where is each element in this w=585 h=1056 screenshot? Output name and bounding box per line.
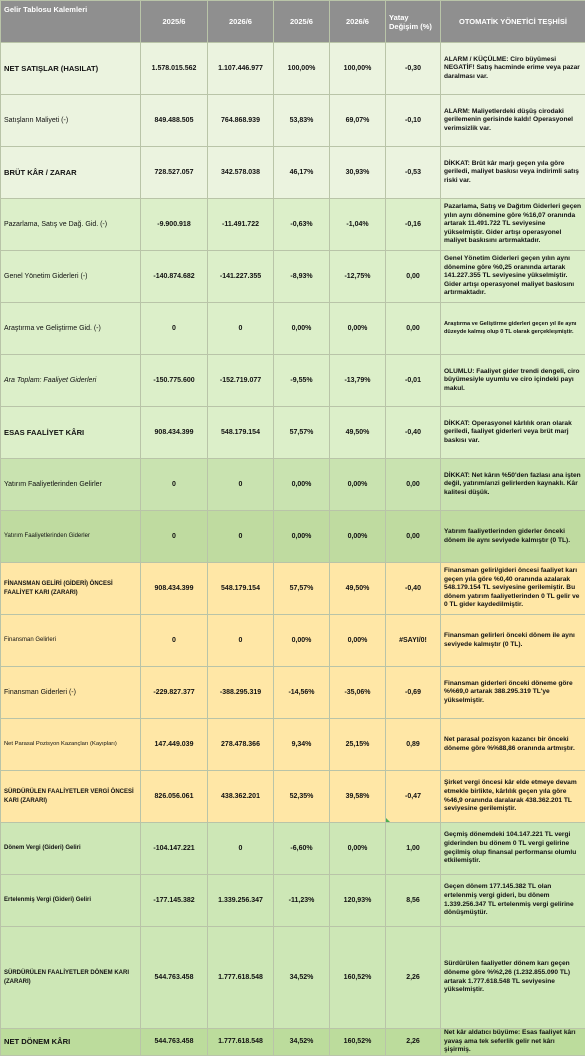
table-row xyxy=(1,771,585,823)
horizontal-change[interactable]: 0,00 xyxy=(386,511,441,563)
header-row xyxy=(1,1,585,43)
row-label[interactable]: NET SATIŞLAR (HASILAT) xyxy=(1,43,141,95)
diagnosis-note[interactable]: Finansman gelirleri önceki dönem ile aynı seviyede kalmıştır (0 TL). xyxy=(441,615,585,667)
value-2025[interactable]: 849.488.505 xyxy=(141,95,208,147)
value-2026[interactable]: 0 xyxy=(208,615,274,667)
diagnosis-note[interactable]: ALARM: Maliyetlerdeki düşüş cirodaki gerilemenin gerisinde kaldı! Operasyonel verimsizlik var. xyxy=(441,95,585,147)
value-2026[interactable]: 0 xyxy=(208,511,274,563)
row-label[interactable]: Dönem Vergi (Gideri) Geliri xyxy=(1,823,141,875)
value-2026[interactable]: -141.227.355 xyxy=(208,251,274,303)
table-row xyxy=(1,563,585,615)
horizontal-change[interactable]: 2,26 xyxy=(386,1029,441,1056)
table-row xyxy=(1,1029,585,1056)
diagnosis-note[interactable]: Finansman geliri/gideri öncesi faaliyet karı geçen yıla göre %0,40 oranında azalarak 548.179.154 TL seviyesine gerilemiştir. Bu dönem yatırım faaliyetlerinden 0 TL gelir ve 0 TL gider kaydedilmiştir. xyxy=(441,563,585,615)
row-label[interactable]: Yatırım Faaliyetlerinden Gelirler xyxy=(1,459,141,511)
row-label[interactable]: Yatırım Faaliyetlerinden Giderler xyxy=(1,511,141,563)
diagnosis-note[interactable]: Net parasal pozisyon kazancı bir önceki döneme göre %%88,86 oranında artmıştır. xyxy=(441,719,585,771)
percent-2026[interactable]: 49,50% xyxy=(330,563,386,615)
value-2025[interactable]: 0 xyxy=(141,615,208,667)
table-row xyxy=(1,667,585,719)
value-2025[interactable]: 0 xyxy=(141,511,208,563)
diagnosis-note[interactable]: DİKKAT: Brüt kâr marjı geçen yıla göre geriledi, maliyet baskısı veya indirimli satış riski var. xyxy=(441,147,585,199)
value-2026[interactable]: 1.777.618.548 xyxy=(208,927,274,1029)
percent-2026[interactable]: 0,00% xyxy=(330,823,386,875)
table-row xyxy=(1,459,585,511)
value-2025[interactable]: 728.527.057 xyxy=(141,147,208,199)
header-2026-percent[interactable]: 2026/6 xyxy=(330,1,386,43)
diagnosis-note[interactable]: Geçen dönem 177.145.382 TL olan ertelenmiş vergi gideri, bu dönem 1.339.256.347 TL ertelenmiş vergi gelirine dönüşmüştür. xyxy=(441,875,585,927)
diagnosis-note[interactable]: Finansman giderleri önceki döneme göre %%69,0 artarak 388.295.319 TL'ye yükselmiştir. xyxy=(441,667,585,719)
value-2026[interactable]: 342.578.038 xyxy=(208,147,274,199)
percent-2025[interactable]: 0,00% xyxy=(274,303,330,355)
value-2026[interactable]: 278.478.366 xyxy=(208,719,274,771)
horizontal-change[interactable]: -0,53 xyxy=(386,147,441,199)
value-2025[interactable]: 544.763.458 xyxy=(141,1029,208,1056)
header-2026-value[interactable]: 2026/6 xyxy=(208,1,274,43)
table-row xyxy=(1,147,585,199)
value-2025[interactable]: 908.434.399 xyxy=(141,563,208,615)
header-horizontal-change[interactable]: Yatay Değişim (%) xyxy=(386,1,441,43)
header-item[interactable]: Gelir Tablosu Kalemleri xyxy=(1,1,141,43)
percent-2025[interactable]: -6,60% xyxy=(274,823,330,875)
table-row xyxy=(1,43,585,95)
diagnosis-note[interactable]: ALARM / KÜÇÜLME: Ciro büyümesi NEGATİF! Satış hacminde erime veya pazar daralması var. xyxy=(441,43,585,95)
percent-2025[interactable]: -8,93% xyxy=(274,251,330,303)
diagnosis-note[interactable]: Şirket vergi öncesi kâr elde etmeye devam etmekle birlikte, kârlılık geçen yıla göre %46,9 oranında daralarak 438.362.201 TL seviyesine gerilemiştir. xyxy=(441,771,585,823)
percent-2025[interactable]: 0,00% xyxy=(274,615,330,667)
percent-2026[interactable]: 0,00% xyxy=(330,303,386,355)
value-2026[interactable]: 0 xyxy=(208,823,274,875)
table-row xyxy=(1,303,585,355)
value-2025[interactable]: -150.775.600 xyxy=(141,355,208,407)
diagnosis-note[interactable]: Pazarlama, Satış ve Dağıtım Giderleri geçen yılın aynı dönemine göre %16,07 oranında artarak 11.491.722 TL seviyesine yükselmiştir. Gider artışı operasyonel maliyet baskısını artırmaktadır. xyxy=(441,199,585,251)
percent-2026[interactable]: 160,52% xyxy=(330,927,386,1029)
percent-2026[interactable]: -1,04% xyxy=(330,199,386,251)
value-2026[interactable]: 548.179.154 xyxy=(208,407,274,459)
diagnosis-note[interactable]: DİKKAT: Net kârın %50'den fazlası ana işten değil, yatırım/arızi gelirlerden kaynaklı. Kâr kalitesi düşük. xyxy=(441,459,585,511)
table-row xyxy=(1,407,585,459)
row-label[interactable]: Genel Yönetim Giderleri (-) xyxy=(1,251,141,303)
percent-2025[interactable]: -9,55% xyxy=(274,355,330,407)
row-label[interactable]: Satışların Maliyeti (-) xyxy=(1,95,141,147)
header-2025-percent[interactable]: 2025/6 xyxy=(274,1,330,43)
header-2025-value[interactable]: 2025/6 xyxy=(141,1,208,43)
percent-2025[interactable]: 52,35% xyxy=(274,771,330,823)
horizontal-change[interactable]: -0,30 xyxy=(386,43,441,95)
value-2025[interactable]: 147.449.039 xyxy=(141,719,208,771)
percent-2026[interactable]: -13,79% xyxy=(330,355,386,407)
table-row xyxy=(1,615,585,667)
percent-2026[interactable]: 0,00% xyxy=(330,511,386,563)
value-2025[interactable]: 544.763.458 xyxy=(141,927,208,1029)
header-manager-diagnosis[interactable]: OTOMATİK YÖNETİCİ TEŞHİSİ xyxy=(441,1,585,43)
value-2026[interactable]: 764.868.939 xyxy=(208,95,274,147)
row-label[interactable]: SÜRDÜRÜLEN FAALİYETLER VERGİ ÖNCESİ KARI (ZARARI) xyxy=(1,771,141,823)
row-label[interactable]: Pazarlama, Satış ve Dağ. Gid. (-) xyxy=(1,199,141,251)
horizontal-change[interactable]: 1,00 xyxy=(386,823,441,875)
row-label[interactable]: NET DÖNEM KÂRI xyxy=(1,1029,141,1056)
horizontal-change[interactable]: -0,69 xyxy=(386,667,441,719)
horizontal-change[interactable]: 0,00 xyxy=(386,303,441,355)
percent-2025[interactable]: 0,00% xyxy=(274,511,330,563)
table-row xyxy=(1,251,585,303)
value-2025[interactable]: -229.827.377 xyxy=(141,667,208,719)
horizontal-change[interactable]: -0,40 xyxy=(386,563,441,615)
horizontal-change[interactable]: 0,00 xyxy=(386,459,441,511)
value-2026[interactable]: -152.719.077 xyxy=(208,355,274,407)
diagnosis-note[interactable]: Yatırım faaliyetlerinden giderler önceki dönem ile aynı seviyede kalmıştır (0 TL). xyxy=(441,511,585,563)
percent-2026[interactable]: 25,15% xyxy=(330,719,386,771)
percent-2026[interactable]: 0,00% xyxy=(330,459,386,511)
row-label[interactable]: Araştırma ve Geliştirme Gid. (-) xyxy=(1,303,141,355)
table-row xyxy=(1,719,585,771)
horizontal-change[interactable]: 0,89 xyxy=(386,719,441,771)
percent-2025[interactable]: 46,17% xyxy=(274,147,330,199)
value-2025[interactable]: 1.578.015.562 xyxy=(141,43,208,95)
diagnosis-note[interactable]: Genel Yönetim Giderleri geçen yılın aynı dönemine göre %0,25 oranında artarak 141.227.355 TL seviyesine yükselmiştir. Gider artışı operasyonel maliyet baskısını artırmaktadır. xyxy=(441,251,585,303)
horizontal-change[interactable]: #SAYI/0! xyxy=(386,615,441,667)
value-2026[interactable]: -388.295.319 xyxy=(208,667,274,719)
percent-2025[interactable]: 53,83% xyxy=(274,95,330,147)
row-label[interactable]: Net Parasal Pozisyon Kazançları (Kayıpları) xyxy=(1,719,141,771)
horizontal-change[interactable]: -0,16 xyxy=(386,199,441,251)
diagnosis-note[interactable]: Sürdürülen faaliyetler dönem karı geçen döneme göre %%2,26 (1.232.855.090 TL) artarak 1.777.618.548 TL seviyesine yükselmiştir. xyxy=(441,927,585,1029)
value-2025[interactable]: 826.056.061 xyxy=(141,771,208,823)
value-2025[interactable]: 0 xyxy=(141,459,208,511)
percent-2025[interactable]: -0,63% xyxy=(274,199,330,251)
percent-2025[interactable]: 57,57% xyxy=(274,407,330,459)
value-2026[interactable]: 548.179.154 xyxy=(208,563,274,615)
row-label[interactable]: Ertelenmiş Vergi (Gideri) Geliri xyxy=(1,875,141,927)
horizontal-change[interactable]: -0,01 xyxy=(386,355,441,407)
value-2026[interactable]: 438.362.201 xyxy=(208,771,274,823)
value-2026[interactable]: 0 xyxy=(208,459,274,511)
horizontal-change[interactable]: 2,26 xyxy=(386,927,441,1029)
table-row xyxy=(1,511,585,563)
percent-2025[interactable]: 57,57% xyxy=(274,563,330,615)
value-2025[interactable]: 0 xyxy=(141,303,208,355)
row-label[interactable]: SÜRDÜRÜLEN FAALİYETLER DÖNEM KARI (ZARARI) xyxy=(1,927,141,1029)
value-2025[interactable]: -140.874.682 xyxy=(141,251,208,303)
horizontal-change[interactable]: 0,00 xyxy=(386,251,441,303)
value-2026[interactable]: -11.491.722 xyxy=(208,199,274,251)
table-row xyxy=(1,95,585,147)
percent-2026[interactable]: 69,07% xyxy=(330,95,386,147)
percent-2025[interactable]: 0,00% xyxy=(274,459,330,511)
value-2025[interactable]: 908.434.399 xyxy=(141,407,208,459)
percent-2026[interactable]: 30,93% xyxy=(330,147,386,199)
horizontal-change[interactable]: -0,47 xyxy=(386,771,441,823)
row-label[interactable]: FİNANSMAN GELİRİ (GİDERİ) ÖNCESİ FAALİYET KARI (ZARARI) xyxy=(1,563,141,615)
percent-2026[interactable]: 120,93% xyxy=(330,875,386,927)
diagnosis-note[interactable]: OLUMLU: Faaliyet gider trendi dengeli, ciro büyümesiyle uyumlu ve ciro içindeki payı makul. xyxy=(441,355,585,407)
row-label[interactable]: Finansman Giderleri (-) xyxy=(1,667,141,719)
value-2026[interactable]: 1.107.446.977 xyxy=(208,43,274,95)
table-row xyxy=(1,199,585,251)
diagnosis-note[interactable]: Net kâr aldatıcı büyüme: Esas faaliyet kârı yavaş ama tek seferlik gelir net kârı şişirmiş. xyxy=(441,1029,585,1056)
diagnosis-note[interactable]: DİKKAT: Operasyonel kârlılık oran olarak geriledi, faaliyet giderleri veya brüt marj baskısı var. xyxy=(441,407,585,459)
value-2025[interactable]: -9.900.918 xyxy=(141,199,208,251)
percent-2025[interactable]: 34,52% xyxy=(274,1029,330,1056)
value-2025[interactable]: -104.147.221 xyxy=(141,823,208,875)
percent-2026[interactable]: 100,00% xyxy=(330,43,386,95)
percent-2025[interactable]: 100,00% xyxy=(274,43,330,95)
diagnosis-note[interactable]: Araştırma ve Geliştirme giderleri geçen yıl ile aynı düzeyde kalmış olup 0 TL olarak gerçekleşmiştir. xyxy=(441,303,585,355)
percent-2025[interactable]: 9,34% xyxy=(274,719,330,771)
percent-2025[interactable]: -11,23% xyxy=(274,875,330,927)
percent-2025[interactable]: 34,52% xyxy=(274,927,330,1029)
table-row xyxy=(1,875,585,927)
value-2025[interactable]: -177.145.382 xyxy=(141,875,208,927)
percent-2026[interactable]: 49,50% xyxy=(330,407,386,459)
percent-2026[interactable]: 160,52% xyxy=(330,1029,386,1056)
horizontal-change[interactable]: -0,40 xyxy=(386,407,441,459)
percent-2025[interactable]: -14,56% xyxy=(274,667,330,719)
row-label[interactable]: ESAS FAALİYET KÂRI xyxy=(1,407,141,459)
horizontal-change[interactable]: 8,56 xyxy=(386,875,441,927)
diagnosis-note[interactable]: Geçmiş dönemdeki 104.147.221 TL vergi giderinden bu dönem 0 TL vergi gelirine geçilmiş olup finansal performansı olumlu etkilemiştir. xyxy=(441,823,585,875)
row-label[interactable]: Finansman Gelirleri xyxy=(1,615,141,667)
table-row xyxy=(1,823,585,875)
value-2026[interactable]: 1.777.618.548 xyxy=(208,1029,274,1056)
value-2026[interactable]: 1.339.256.347 xyxy=(208,875,274,927)
table-row xyxy=(1,355,585,407)
percent-2026[interactable]: 0,00% xyxy=(330,615,386,667)
horizontal-change[interactable]: -0,10 xyxy=(386,95,441,147)
row-label[interactable]: BRÜT KÂR / ZARAR xyxy=(1,147,141,199)
value-2026[interactable]: 0 xyxy=(208,303,274,355)
table-row xyxy=(1,927,585,1029)
row-label[interactable]: Ara Toplam: Faaliyet Giderleri xyxy=(1,355,141,407)
percent-2026[interactable]: -12,75% xyxy=(330,251,386,303)
percent-2026[interactable]: 39,58% xyxy=(330,771,386,823)
percent-2026[interactable]: -35,06% xyxy=(330,667,386,719)
